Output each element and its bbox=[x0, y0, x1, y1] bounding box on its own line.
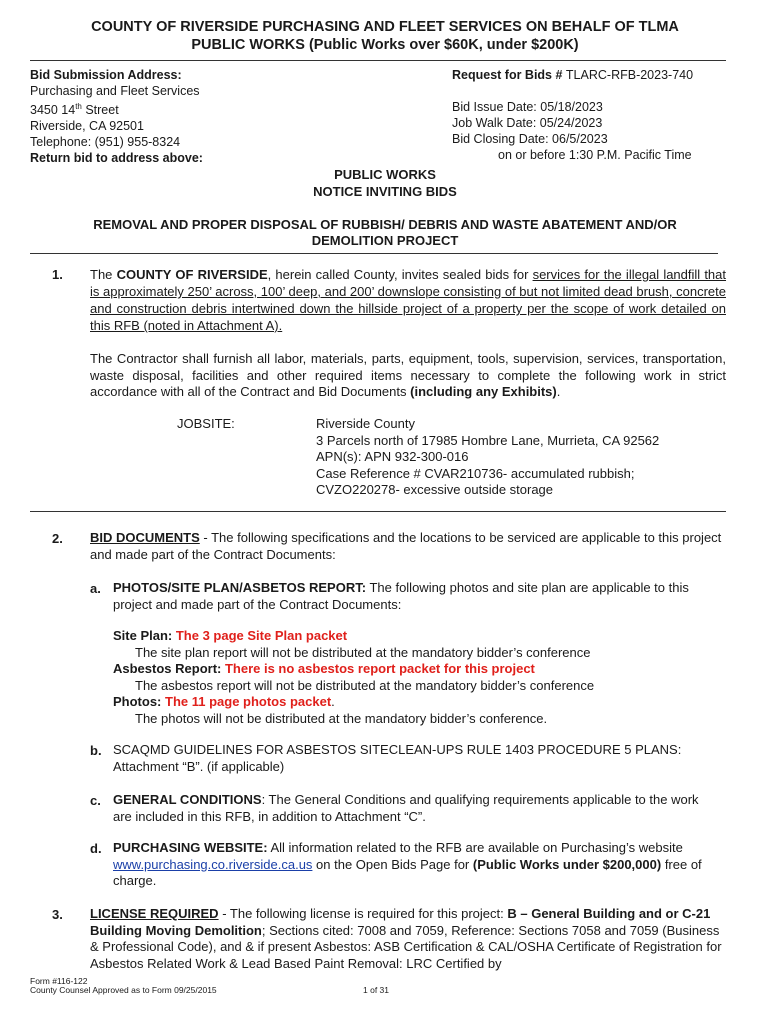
address-line2: 3450 14th Street bbox=[30, 102, 119, 118]
section-2-number: 2. bbox=[52, 531, 63, 546]
closing-time: on or before 1:30 P.M. Pacific Time bbox=[498, 148, 692, 162]
project-title-line1: REMOVAL AND PROPER DISPOSAL OF RUBBISH/ DEBRIS AND WASTE ABATEMENT AND/OR bbox=[93, 217, 677, 232]
return-bid-note: Return bid to address above: bbox=[30, 151, 203, 166]
asbestos-note: The asbestos report will not be distributed at the mandatory bidder’s conference bbox=[135, 677, 595, 693]
jobsite-line: APN(s): APN 932-300-016 bbox=[316, 449, 469, 464]
section-3-text: LICENSE REQUIRED - The following license is required for this project: B – General Building and or C-21 Building Moving Demolition; Sections cited: 7008 and 7059, Reference: Sections 7058 and 7059 (Business & Professional Code), and & if present Asbestos: ASB Certification & CAL/OSHA Certificate of Registration for Asbestos Related Work & Lead Based Paint Removal: LRC Certified by bbox=[90, 906, 722, 971]
request-for-bids-block bbox=[452, 67, 722, 163]
item-b-label: b. bbox=[90, 743, 102, 758]
section-1-paragraph-1: The COUNTY OF RIVERSIDE, herein called County, invites sealed bids for services for the illegal landfill that is approximately 250’ across, 100’ deep, and 200’ downslope consisting of but not limited dead brush, concrete and construction debris intertwined down the hillside project of a property per the scope of work detailed on this RFB (noted in Attachment A). bbox=[90, 267, 727, 333]
bid-submission-address bbox=[30, 67, 330, 166]
item-a-text: PHOTOS/SITE PLAN/ASBETOS REPORT: The following photos and site plan are applicable to this project and made part of the Contract Documents: bbox=[113, 580, 689, 612]
request-number: Request for Bids # TLARC-RFB-2023-740 bbox=[452, 68, 694, 82]
address-telephone: Telephone: (951) 955-8324 bbox=[30, 135, 181, 150]
address-heading: Bid Submission Address: bbox=[30, 68, 182, 82]
item-c-text: GENERAL CONDITIONS: The General Conditions and qualifying requirements applicable to the work are included in this RFB, in addition to Attachment “C”. bbox=[113, 792, 699, 824]
site-plan-note: The site plan report will not be distributed at the mandatory bidder’s conference bbox=[135, 644, 591, 660]
section-1-paragraph-2: The Contractor shall furnish all labor, materials, parts, equipment, tools, supervision, services, transportation, waste disposal, facilities and other required items necessary to complete the following work in strict accordance with all of the Contract and Bid Documents (including any Exhibits). bbox=[90, 351, 726, 399]
bid-documents-heading: BID DOCUMENTS bbox=[90, 530, 200, 545]
item-d-label: d. bbox=[90, 841, 102, 856]
photos-note: The photos will not be distributed at the mandatory bidder’s conference. bbox=[135, 710, 548, 726]
scope-of-services-text: services for the illegal landfill that is approximately 250’ across, 100’ deep, and 200’ downslope consisting of but not limited dead brush, concrete and construction debris intertwined down the hillside project of a property per the scope of work detailed on this RFB (noted in Attachment A). bbox=[90, 267, 727, 333]
footer-counsel-approval: County Counsel Approved as to Form 09/25/2015 bbox=[30, 985, 217, 995]
item-d-text: PURCHASING WEBSITE: All information related to the RFB are available on Purchasing’s website www.purchasing.co.riverside.ca.us on the Open Bids Page for (Public Works under $200,000) free of charge. bbox=[113, 840, 702, 888]
item-c-label: c. bbox=[90, 793, 101, 808]
section-1-divider bbox=[30, 511, 726, 512]
notice-divider bbox=[30, 253, 718, 254]
jobsite-line: CVZO220278- excessive outside storage bbox=[316, 482, 554, 497]
address-line1: Purchasing and Fleet Services bbox=[30, 84, 200, 98]
site-plan-row: Site Plan: The 3 page Site Plan packet bbox=[113, 628, 348, 643]
item-a-label: a. bbox=[90, 581, 101, 596]
document-title-line2: PUBLIC WORKS (Public Works over $60K, under $200K) bbox=[191, 37, 579, 53]
photos-row: Photos: The 11 page photos packet. bbox=[113, 694, 335, 709]
project-title-line2: DEMOLITION PROJECT bbox=[311, 233, 459, 248]
jobsite-details bbox=[316, 416, 726, 499]
section-1-number: 1. bbox=[52, 267, 63, 282]
section-3-number: 3. bbox=[52, 907, 63, 922]
notice-inviting-bids: NOTICE INVITING BIDS bbox=[313, 184, 457, 199]
bid-closing-date: Bid Closing Date: 06/5/2023 bbox=[452, 132, 608, 146]
jobsite-line: Case Reference # CVAR210736- accumulated rubbish; bbox=[316, 465, 635, 481]
section-2-intro: BID DOCUMENTS - The following specifications and the locations to be serviced are applicable to this project and made part of the Contract Documents: bbox=[90, 530, 722, 562]
item-b-text: SCAQMD GUIDELINES FOR ASBESTOS SITECLEAN-UPS RULE 1403 PROCEDURE 5 PLANS: Attachment “B”. (if applicable) bbox=[113, 742, 682, 774]
jobsite-line: Riverside County bbox=[316, 416, 415, 431]
footer-page-number: 1 of 31 bbox=[363, 985, 389, 995]
header-divider bbox=[30, 60, 726, 61]
document-title-line1: COUNTY OF RIVERSIDE PURCHASING AND FLEET SERVICES ON BEHALF OF TLMA bbox=[91, 19, 679, 35]
license-required-heading: LICENSE REQUIRED bbox=[90, 906, 219, 921]
asbestos-row: Asbestos Report: There is no asbestos report packet for this project bbox=[113, 661, 535, 676]
bid-issue-date: Bid Issue Date: 05/18/2023 bbox=[452, 100, 603, 114]
address-line3: Riverside, CA 92501 bbox=[30, 119, 144, 134]
attachments-list bbox=[113, 628, 723, 727]
jobsite-label: JOBSITE: bbox=[177, 416, 235, 431]
footer-form-number: Form #116-122 bbox=[30, 976, 88, 986]
job-walk-date: Job Walk Date: 05/24/2023 bbox=[452, 116, 603, 130]
jobsite-line: 3 Parcels north of 17985 Hombre Lane, Murrieta, CA 92562 bbox=[316, 432, 660, 448]
purchasing-website-link[interactable]: www.purchasing.co.riverside.ca.us bbox=[113, 856, 313, 872]
notice-public-works: PUBLIC WORKS bbox=[334, 167, 436, 182]
